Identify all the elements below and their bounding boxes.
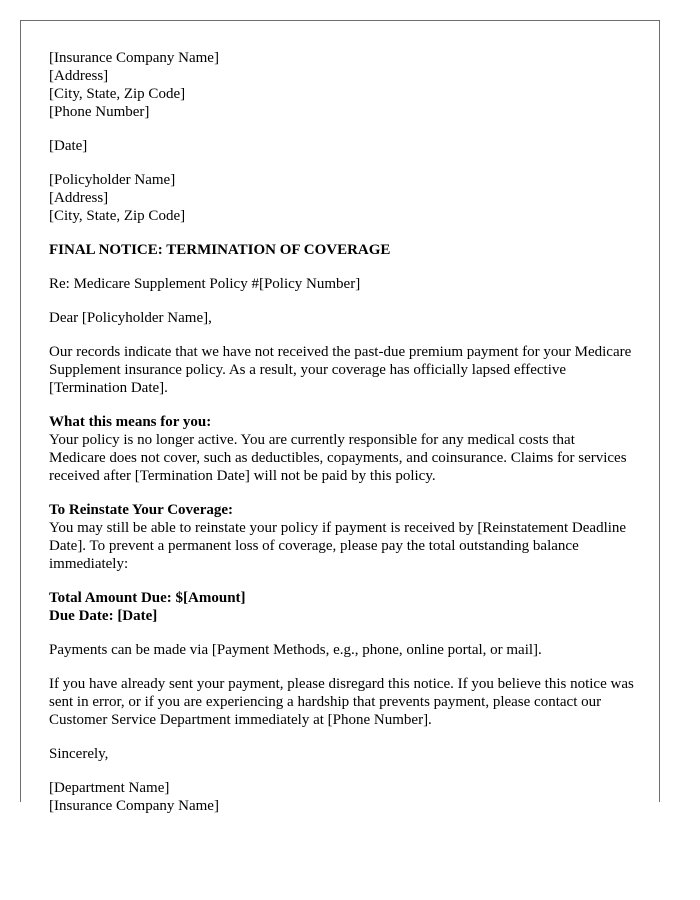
recipient-name: [Policyholder Name]: [49, 172, 176, 188]
salutation: Dear [Policyholder Name],: [49, 310, 212, 326]
sender-phone: [Phone Number]: [49, 104, 150, 120]
amount-block: [49, 589, 635, 625]
payments-paragraph: Payments can be made via [Payment Methods, e.g., phone, online portal, or mail].: [49, 642, 542, 658]
re-line: Re: Medicare Supplement Policy #[Policy Number]: [49, 276, 361, 292]
intro-paragraph: Our records indicate that we have not received the past-due premium payment for your Medicare Supplement insurance policy. As a result, your coverage has officially lapsed effective [Termination Date].: [49, 344, 632, 396]
signature-block: [49, 779, 635, 815]
letter-page: [20, 20, 660, 814]
recipient-block: [49, 171, 635, 225]
meaning-text: Your policy is no longer active. You are currently responsible for any medical costs that Medicare does not cover, such as deductibles, copayments, and coinsurance. Claims for services received after [Termination Date] will not be paid by this policy.: [49, 432, 627, 484]
due-date: Due Date: [Date]: [49, 608, 158, 624]
meaning-title: What this means for you:: [49, 414, 212, 430]
closing-paragraph: If you have already sent your payment, please disregard this notice. If you believe this notice was sent in error, or if you are experiencing a hardship that prevents payment, please contact our Customer Service Department immediately at [Phone Number].: [49, 676, 634, 728]
signature-company: [Insurance Company Name]: [49, 798, 219, 814]
sender-company: [Insurance Company Name]: [49, 50, 219, 66]
meaning-section: [49, 413, 635, 485]
reinstate-text: You may still be able to reinstate your policy if payment is received by [Reinstatement Deadline Date]. To prevent a permanent loss of coverage, please pay the total outstanding balance immediately:: [49, 520, 627, 572]
letter-date: [Date]: [49, 138, 88, 154]
sender-address: [Address]: [49, 68, 109, 84]
recipient-address: [Address]: [49, 190, 109, 206]
sender-block: [49, 49, 635, 121]
reinstate-title: To Reinstate Your Coverage:: [49, 502, 234, 518]
sender-city-state-zip: [City, State, Zip Code]: [49, 86, 186, 102]
date-block: [49, 137, 635, 155]
recipient-city-state-zip: [City, State, Zip Code]: [49, 208, 186, 224]
signoff: Sincerely,: [49, 746, 109, 762]
signature-department: [Department Name]: [49, 780, 170, 796]
letter-content: [49, 49, 635, 831]
reinstate-section: [49, 501, 635, 573]
amount-due: Total Amount Due: $[Amount]: [49, 590, 246, 606]
letter-heading: FINAL NOTICE: TERMINATION OF COVERAGE: [49, 242, 391, 258]
